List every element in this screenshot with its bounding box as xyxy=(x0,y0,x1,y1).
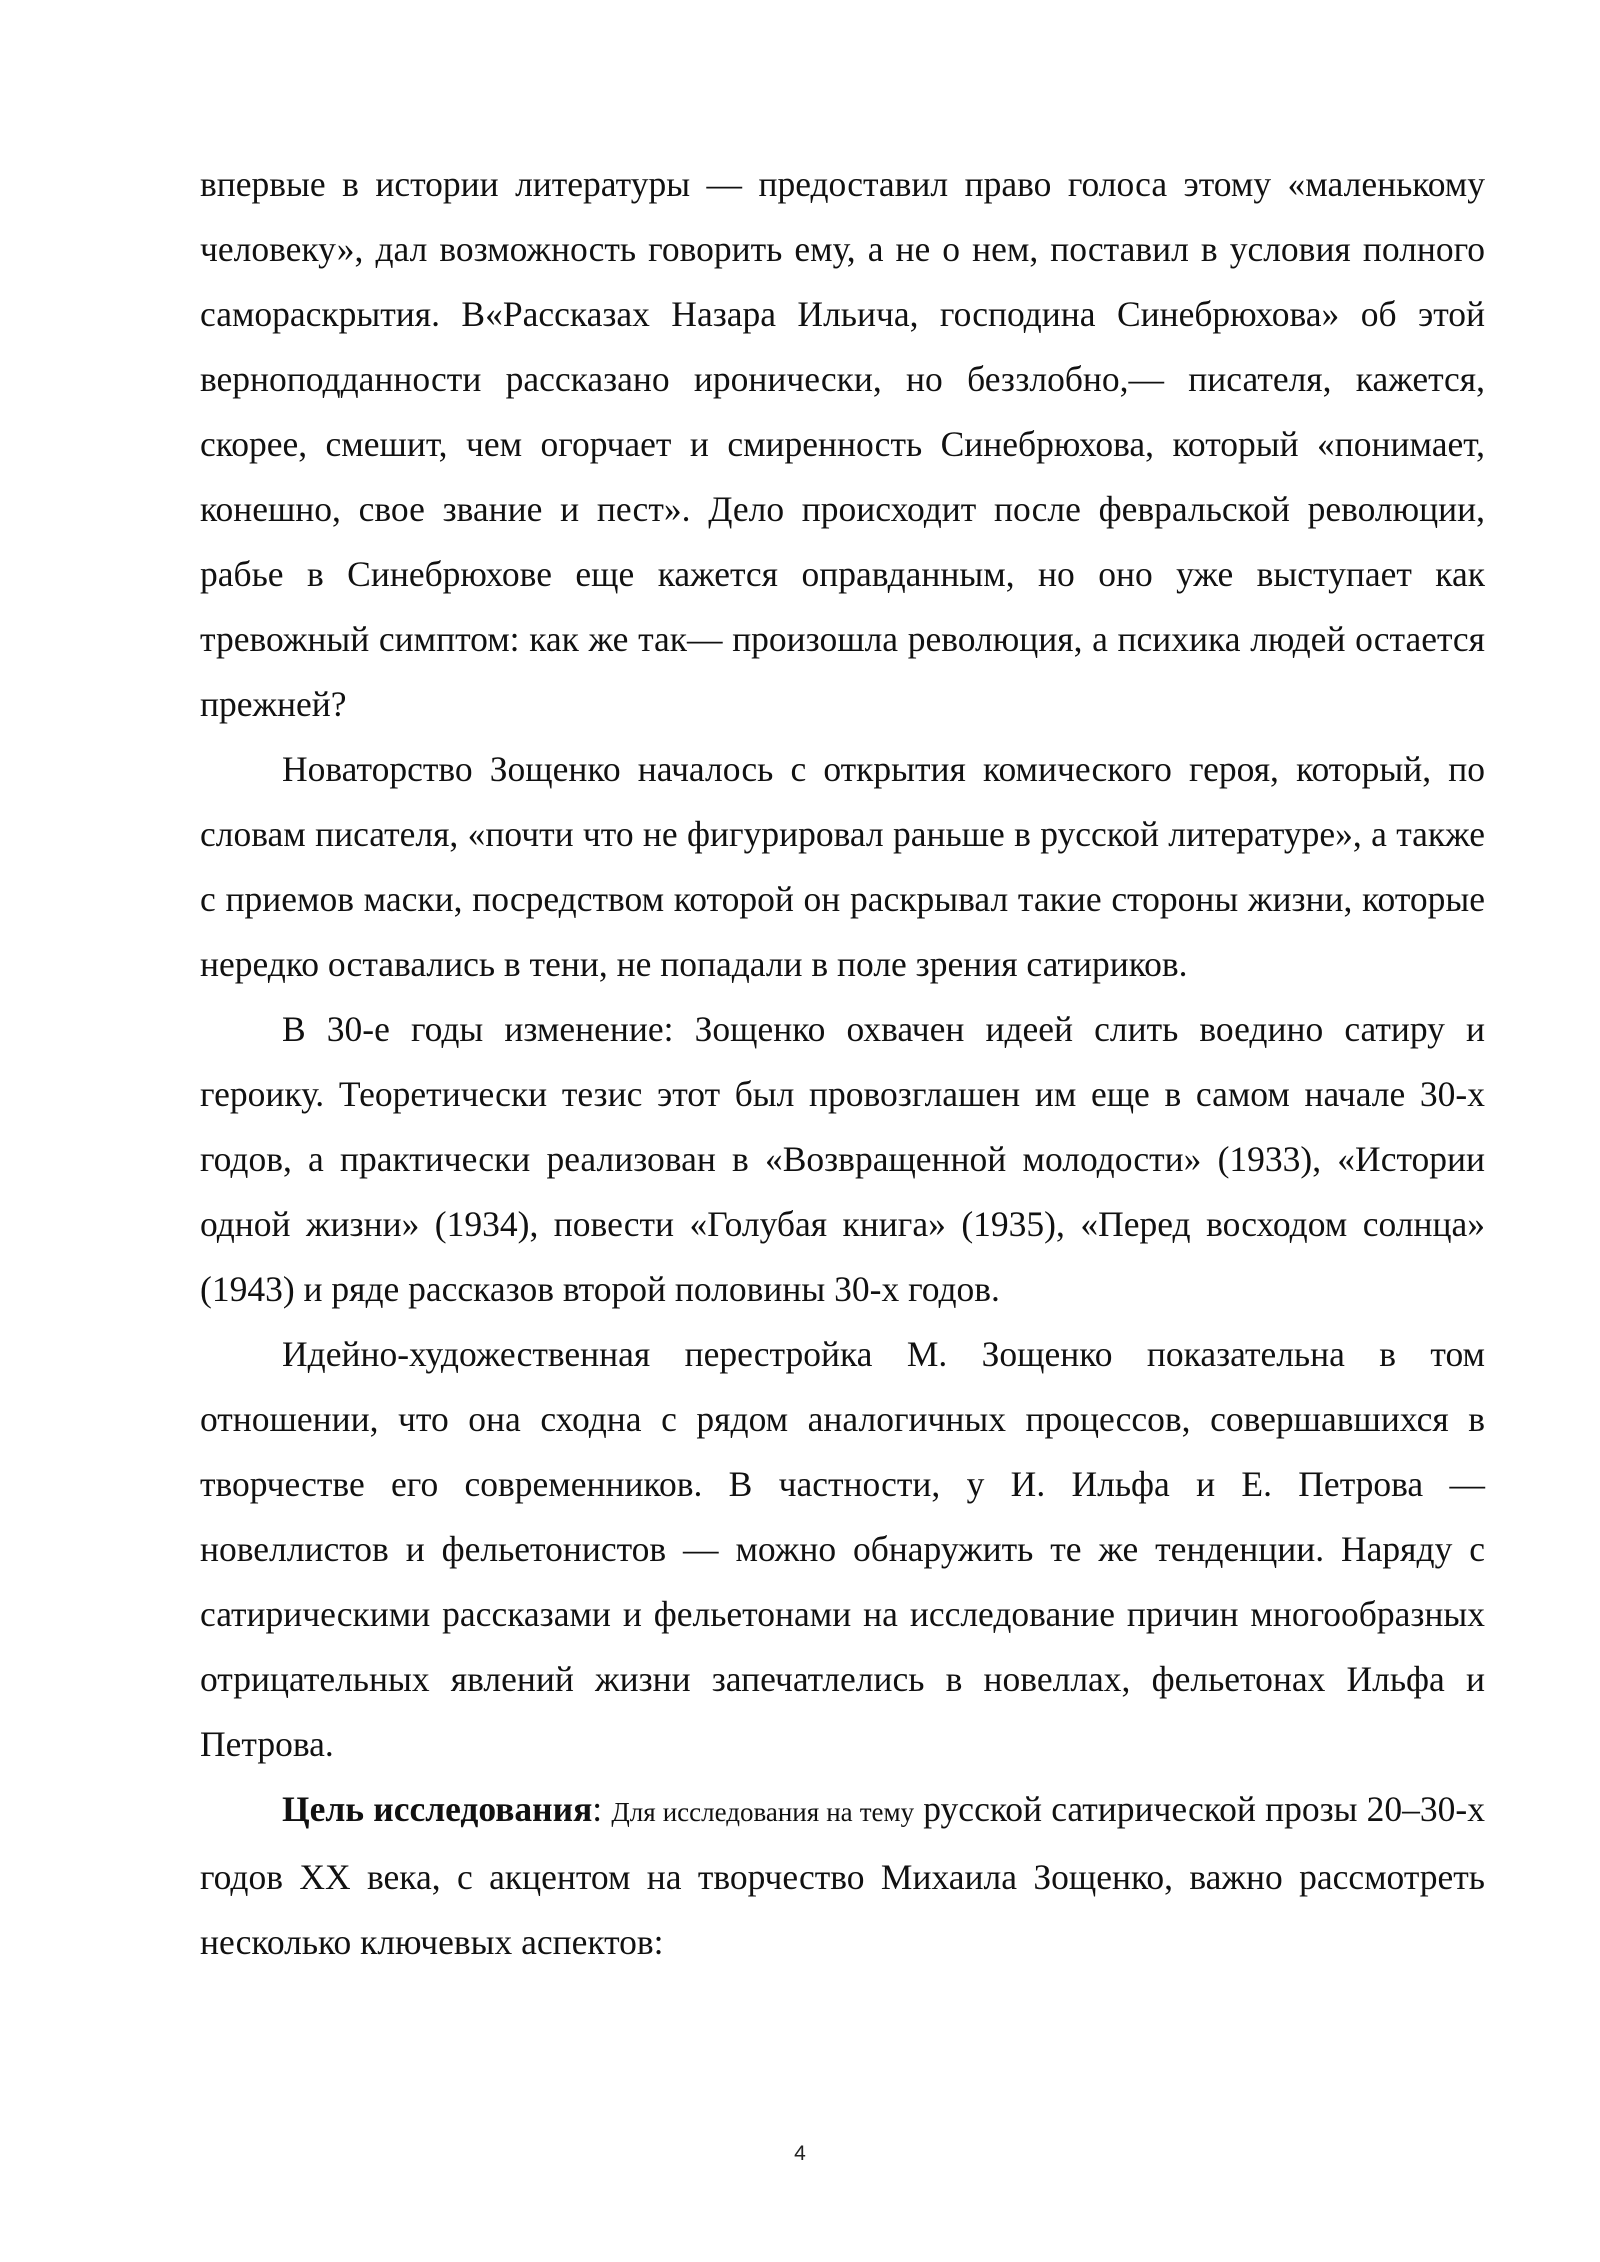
paragraph-4: Идейно-художественная перестройка М. Зощенко показательна в том отношении, что она сходна с рядом аналогичных процессов, совершавшихся в творчестве его современников. В частности, у И. Ильфа и Е. Петрова — новеллистов и фельетонистов — можно обнаружить те же тенденции. Наряду с сатирическими рассказами и фельетонами на исследование причин многообразных отрицательных явлений жизни запечатлелись в новеллах, фельетонах Ильфа и Петрова. xyxy=(200,1334,1485,1764)
paragraph-3: В 30-е годы изменение: Зощенко охвачен идеей слить воедино сатиру и героику. Теоретически тезис этот был провозглашен им еще в самом начале 30-х годов, а практически реализован в «Возвращенной молодости» (1933), «Истории одной жизни» (1934), повести «Голубая книга» (1935), «Перед восходом солнца» (1943) и ряде рассказов второй половины 30-х годов. xyxy=(200,1009,1485,1309)
document-page xyxy=(200,152,1485,1975)
research-goal-small-text: Для исследования на тему xyxy=(611,1797,915,1827)
research-goal-paragraph xyxy=(200,1777,1485,1975)
research-goal-colon: : xyxy=(592,1789,612,1829)
research-goal-label: Цель исследования xyxy=(282,1789,593,1829)
paragraph-2: Новаторство Зощенко началось с открытия комического героя, который, по словам писателя, «почти что не фигурировал раньше в русской литературе», а также с приемов маски, посредством которой он раскрывал такие стороны жизни, которые нередко оставались в тени, не попадали в поле зрения сатириков. xyxy=(200,749,1485,984)
research-goal-text: русской сатирической прозы 20–30-х годов XX века, с акцентом на творчество Михаила Зощенко, важно рассмотреть несколько ключевых аспектов: xyxy=(200,1789,1486,1962)
paragraph-1: впервые в истории литературы — предоставил право голоса этому «маленькому человеку», дал возможность говорить ему, а не о нем, поставил в условия полного самораскрытия. В«Рассказах Назара Ильича, господина Синебрюхова» об этой верноподданности рассказано иронически, но беззлобно,— писателя, кажется, скорее, смешит, чем огорчает и смиренность Синебрюхова, который «понимает, конешно, свое звание и пест». Дело происходит после февральской революции, рабье в Синебрюхове еще кажется оправданным, но оно уже выступает как тревожный симптом: как же так— произошла революция, а психика людей остается прежней? xyxy=(200,164,1485,724)
page-number: 4 xyxy=(794,2142,806,2165)
